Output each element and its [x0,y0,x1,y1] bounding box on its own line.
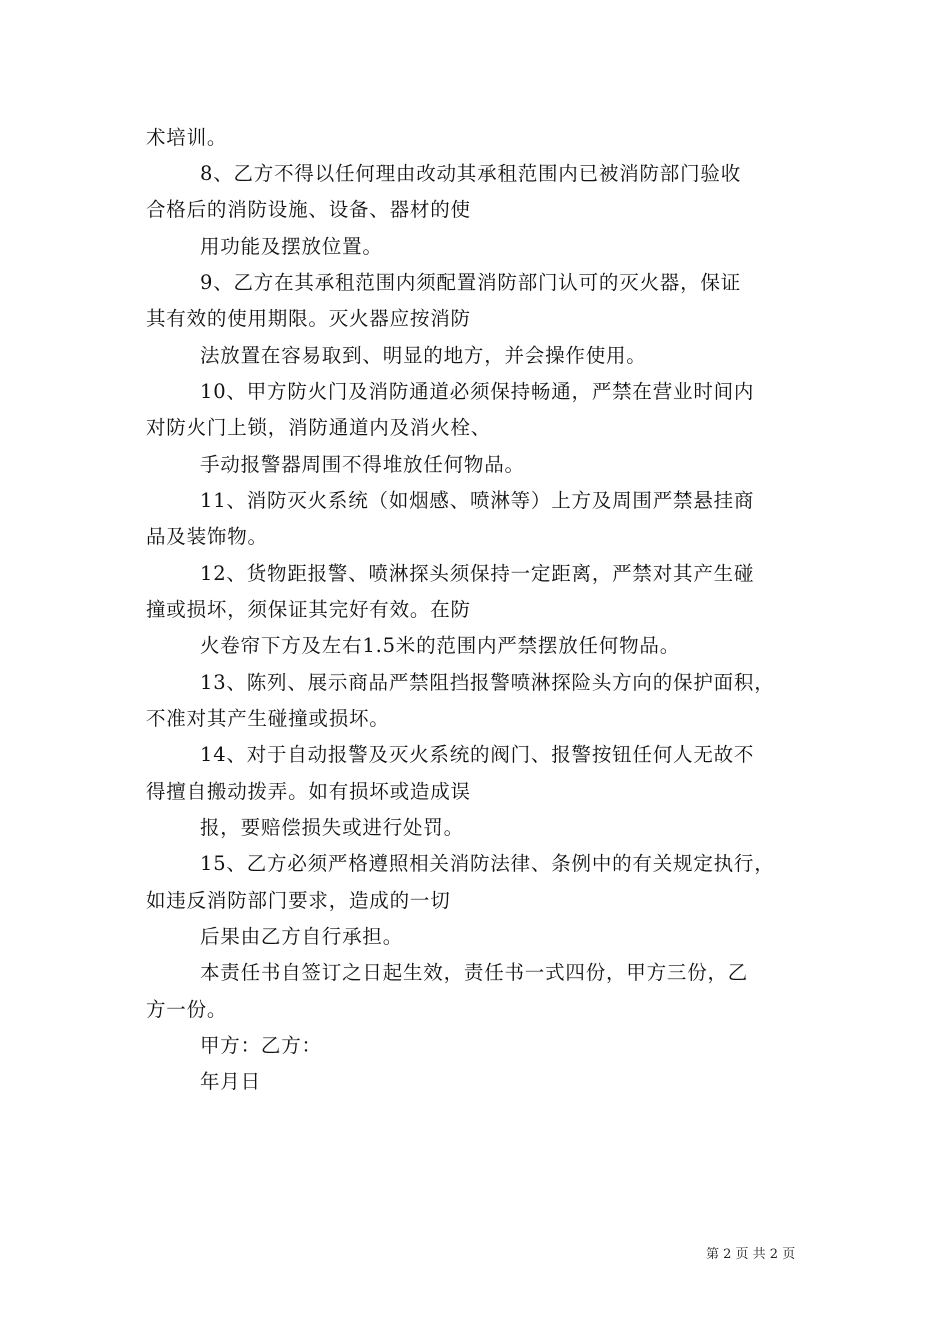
clause-15-line-2: 如违反消防部门要求，造成的一切 [146,889,451,912]
clause-10-line-3: 手动报警器周围不得堆放任何物品。 [200,453,525,476]
clause-8-line-2: 合格后的消防设施、设备、器材的使 [146,198,471,221]
clause-9-line-2: 其有效的使用期限。灭火器应按消防 [146,307,471,330]
clause-11-line-1: 11、消防灭火系统（如烟感、喷淋等）上方及周围严禁悬挂商 [200,489,755,512]
clause-14-line-2: 得擅自搬动拨弄。如有损坏或造成误 [146,780,471,803]
page-number-footer: 第 2 页 共 2 页 [706,1247,796,1262]
clause-14-line-3: 报，要赔偿损失或进行处罚。 [200,816,464,839]
signature-parties-line: 甲方：乙方： [200,1034,322,1057]
clause-10-line-1: 10、甲方防火门及消防通道必须保持畅通，严禁在营业时间内 [200,380,755,403]
effective-clause-line-2: 方一份。 [146,998,228,1021]
clause-8-line-3: 用功能及摆放位置。 [200,235,383,258]
signature-date-line: 年月日 [200,1070,261,1093]
clause-9-line-3: 法放置在容易取到、明显的地方，并会操作使用。 [200,344,647,367]
effective-clause-line-1: 本责任书自签订之日起生效，责任书一式四份，甲方三份，乙 [200,961,749,984]
clause-11-line-2: 品及装饰物。 [146,525,268,548]
clause-12-line-3: 火卷帘下方及左右1.5米的范围内严禁摆放任何物品。 [200,634,681,657]
clause-13-line-1: 13、陈列、展示商品严禁阻挡报警喷淋探险头方向的保护面积， [200,671,775,694]
clause-14-line-1: 14、对于自动报警及灭火系统的阀门、报警按钮任何人无故不 [200,743,755,766]
clause-12-line-1: 12、货物距报警、喷淋探头须保持一定距离，严禁对其产生碰 [200,562,755,585]
clause-13-line-2: 不准对其产生碰撞或损坏。 [146,707,390,730]
clause-15-line-3: 后果由乙方自行承担。 [200,925,404,948]
text-line: 术培训。 [146,126,228,149]
clause-15-line-1: 15、乙方必须严格遵照相关消防法律、条例中的有关规定执行， [200,852,775,875]
clause-10-line-2: 对防火门上锁，消防通道内及消火栓、 [146,416,492,439]
clause-12-line-2: 撞或损坏，须保证其完好有效。在防 [146,598,471,621]
clause-8-line-1: 8、乙方不得以任何理由改动其承租范围内已被消防部门验收 [200,162,742,185]
clause-9-line-1: 9、乙方在其承租范围内须配置消防部门认可的灭火器，保证 [200,271,742,294]
